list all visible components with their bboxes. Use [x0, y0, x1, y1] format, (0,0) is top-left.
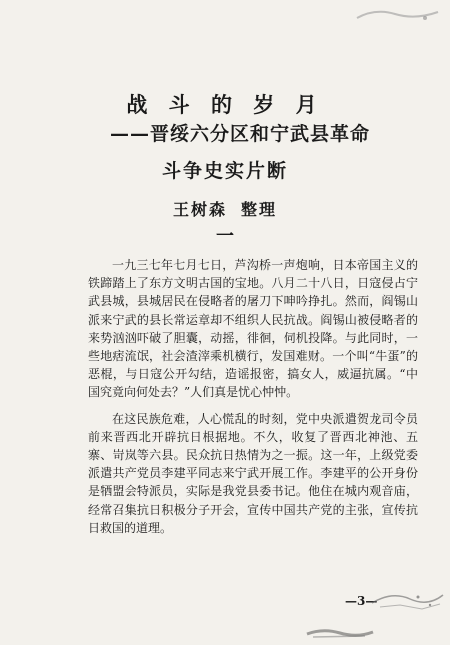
article-subtitle: ——晋绥六分区和宁武县革命 — [109, 123, 370, 145]
author-line — [0, 197, 450, 220]
scan-smudge-top-right — [355, 4, 440, 26]
article-title: 战 斗 的 岁 月 — [126, 92, 324, 117]
section-marker: 一 — [216, 226, 234, 247]
scan-smudge-page-corner — [370, 585, 445, 613]
paragraph-1: 一九三七年七月七日，芦沟桥一声炮响，日本帝国主义的铁蹄踏上了东方文明古国的宝地。八月二十八日，日寇侵占宁武县城，县城居民在侵略者的屠刀下呻吟挣扎。然而，阎锡山派来宁武的县长常运章却不组织人民抗战。阎锡山被侵略者的来势汹汹吓破了胆囊，动摇，徘徊，伺机投降。与此同时，一些地痞流氓，社会渣滓乘机横行，发国难财。一个叫“牛蛋”的恶棍，与日寇公开勾结，造谣报密，搞女人，威逼抗属。“中国究竟向何处去？”人们真是忧心忡忡。 — [88, 258, 418, 400]
author-name: 王树森 — [172, 200, 227, 219]
article-subtitle-continued: 斗争史实片断 — [161, 160, 288, 182]
page-number: —3— — [345, 594, 378, 608]
scan-smudge-bottom — [305, 626, 375, 640]
author-role: 整理 — [241, 200, 278, 219]
body-text — [88, 256, 418, 537]
paragraph-2: 在这民族危难，人心慌乱的时刻，党中央派遣贺龙司令员前来晋西北开辟抗日根据地。不久，收复了晋西北神池、五寨、岢岚等六县。民众抗日热情为之一振。这一年，上级党委派遣共产党员李建平同志来宁武开展工作。李建平的公开身份是牺盟会特派员，实际是我党县委书记。他住在城内观音庙，经常召集抗日积极分子开会，宣传中国共产党的主张，宣传抗日救国的道理。 — [88, 411, 418, 535]
